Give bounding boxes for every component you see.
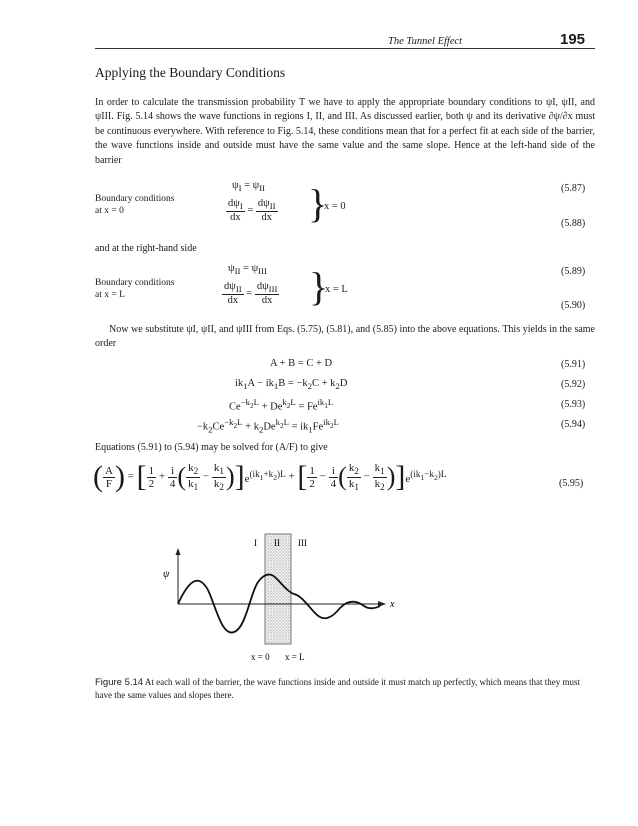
equation-5-88: $\frac{d\psi_I}{dx}$ = $\frac{d\psi_{II}}{dx}$ (228, 198, 276, 224)
condition-xL: x = L (325, 284, 348, 295)
region-label-ii: II (274, 538, 280, 548)
figure-caption-label: Figure 5.14 (95, 677, 144, 688)
paragraph-right-side: and at the right-hand side (95, 243, 197, 254)
equation-5-87: $\psi_I = \psi_{II}$ (232, 180, 266, 194)
equation-5-94: $-k_2Ce^{-k_2L} + k_2De^{k_2L} = ik_1Fe^{ik_2L}$ (197, 417, 339, 435)
eq-number-5-92: (5.92) (561, 379, 586, 390)
boundary-label-right-line1: Boundary conditions (95, 278, 175, 288)
figure-wave-diagram (150, 512, 450, 672)
page-number: 195 (560, 31, 586, 48)
brace-right: } (309, 264, 329, 309)
boundary-label-right-line2: at x = L (95, 290, 125, 300)
eq-number-5-95: (5.95) (559, 478, 584, 489)
eq-number-5-91: (5.91) (561, 359, 586, 370)
header-rule (95, 48, 595, 49)
figure-caption (95, 676, 595, 701)
boundary-label-left-line1: Boundary conditions (95, 194, 175, 204)
paragraph-substitute: Now we substitute ψI, ψII, and ψIII from Eqs. (5.75), (5.81), and (5.85) into the above equations. This yields in the same order (95, 324, 595, 350)
section-title: Applying the Boundary Conditions (95, 65, 286, 80)
label-xL: x = L (285, 652, 305, 662)
equation-5-95: ( $\frac{A}{F}$ ) = [ $\frac{1}{2}$ + $\frac{i}{4}$ ( $\frac{k_2}{k_1}$ − $\frac{k_1}{k_2}$ )]$e^{(ik_1+k_2)L}$ + [ $\frac{1}{2}$ − $\frac{i}{4}$ ( $\frac{k_2}{k_1}$ − $\frac{k_1}{k_2}$ )]$e^{(ik_1-k_2)L}$ (93, 460, 447, 493)
eq-number-5-87: (5.87) (561, 183, 586, 194)
boundary-label-left-line2: at x = 0 (95, 206, 124, 216)
region-label-iii: III (298, 538, 307, 548)
region-label-i: I (254, 538, 257, 548)
brace-left: } (308, 181, 328, 226)
boundary-label-right (95, 277, 174, 301)
label-x0: x = 0 (251, 652, 270, 662)
paragraph-solve: Equations (5.91) to (5.94) may be solved for (A/F) to give (95, 442, 328, 453)
equation-5-89: $\psi_{II} = \psi_{III}$ (228, 263, 267, 277)
equation-5-91: A + B = C + D (270, 358, 333, 369)
running-title: The Tunnel Effect (388, 36, 463, 47)
x-axis-label: x (390, 599, 395, 610)
equation-5-93: $Ce^{-k_2L} + De^{k_2L} = Fe^{ik_1L}$ (229, 397, 334, 413)
eq-number-5-90: (5.90) (561, 300, 586, 311)
eq-number-5-89: (5.89) (561, 266, 586, 277)
equation-5-90: $\frac{d\psi_{II}}{dx}$ = $\frac{d\psi_{III}}{dx}$ (224, 281, 278, 307)
eq-number-5-88: (5.88) (561, 218, 586, 229)
eq-number-5-94: (5.94) (561, 419, 586, 430)
paragraph-boundary-intro: In order to calculate the transmission probability T we have to apply the appropriate boundary conditions to ψI, ψII, and ψIII. Fig. 5.14 shows the wave functions in regions I, II, and III. As discussed earlier, both ψ and its derivative ∂ψ/∂x must be continuous everywhere. With reference to Fig. 5.14, these conditions mean that for a perfect fit at each side of the barrier, the wave functions inside and outside must have the same value and the same slope. Hence at the left-hand side of the barrier (95, 97, 596, 166)
boundary-label-left (95, 193, 174, 217)
y-axis-arrow (176, 548, 181, 555)
psi-axis-label: ψ (163, 569, 170, 580)
condition-x0: x = 0 (324, 201, 346, 212)
figure-caption-text: At each wall of the barrier, the wave functions inside and outside it must match up perfectly, which means that they must have the same values and slopes there. (95, 677, 581, 700)
eq-number-5-93: (5.93) (561, 399, 586, 410)
equation-5-92: $ik_1A - ik_1B = -k_2C + k_2D$ (235, 378, 348, 392)
